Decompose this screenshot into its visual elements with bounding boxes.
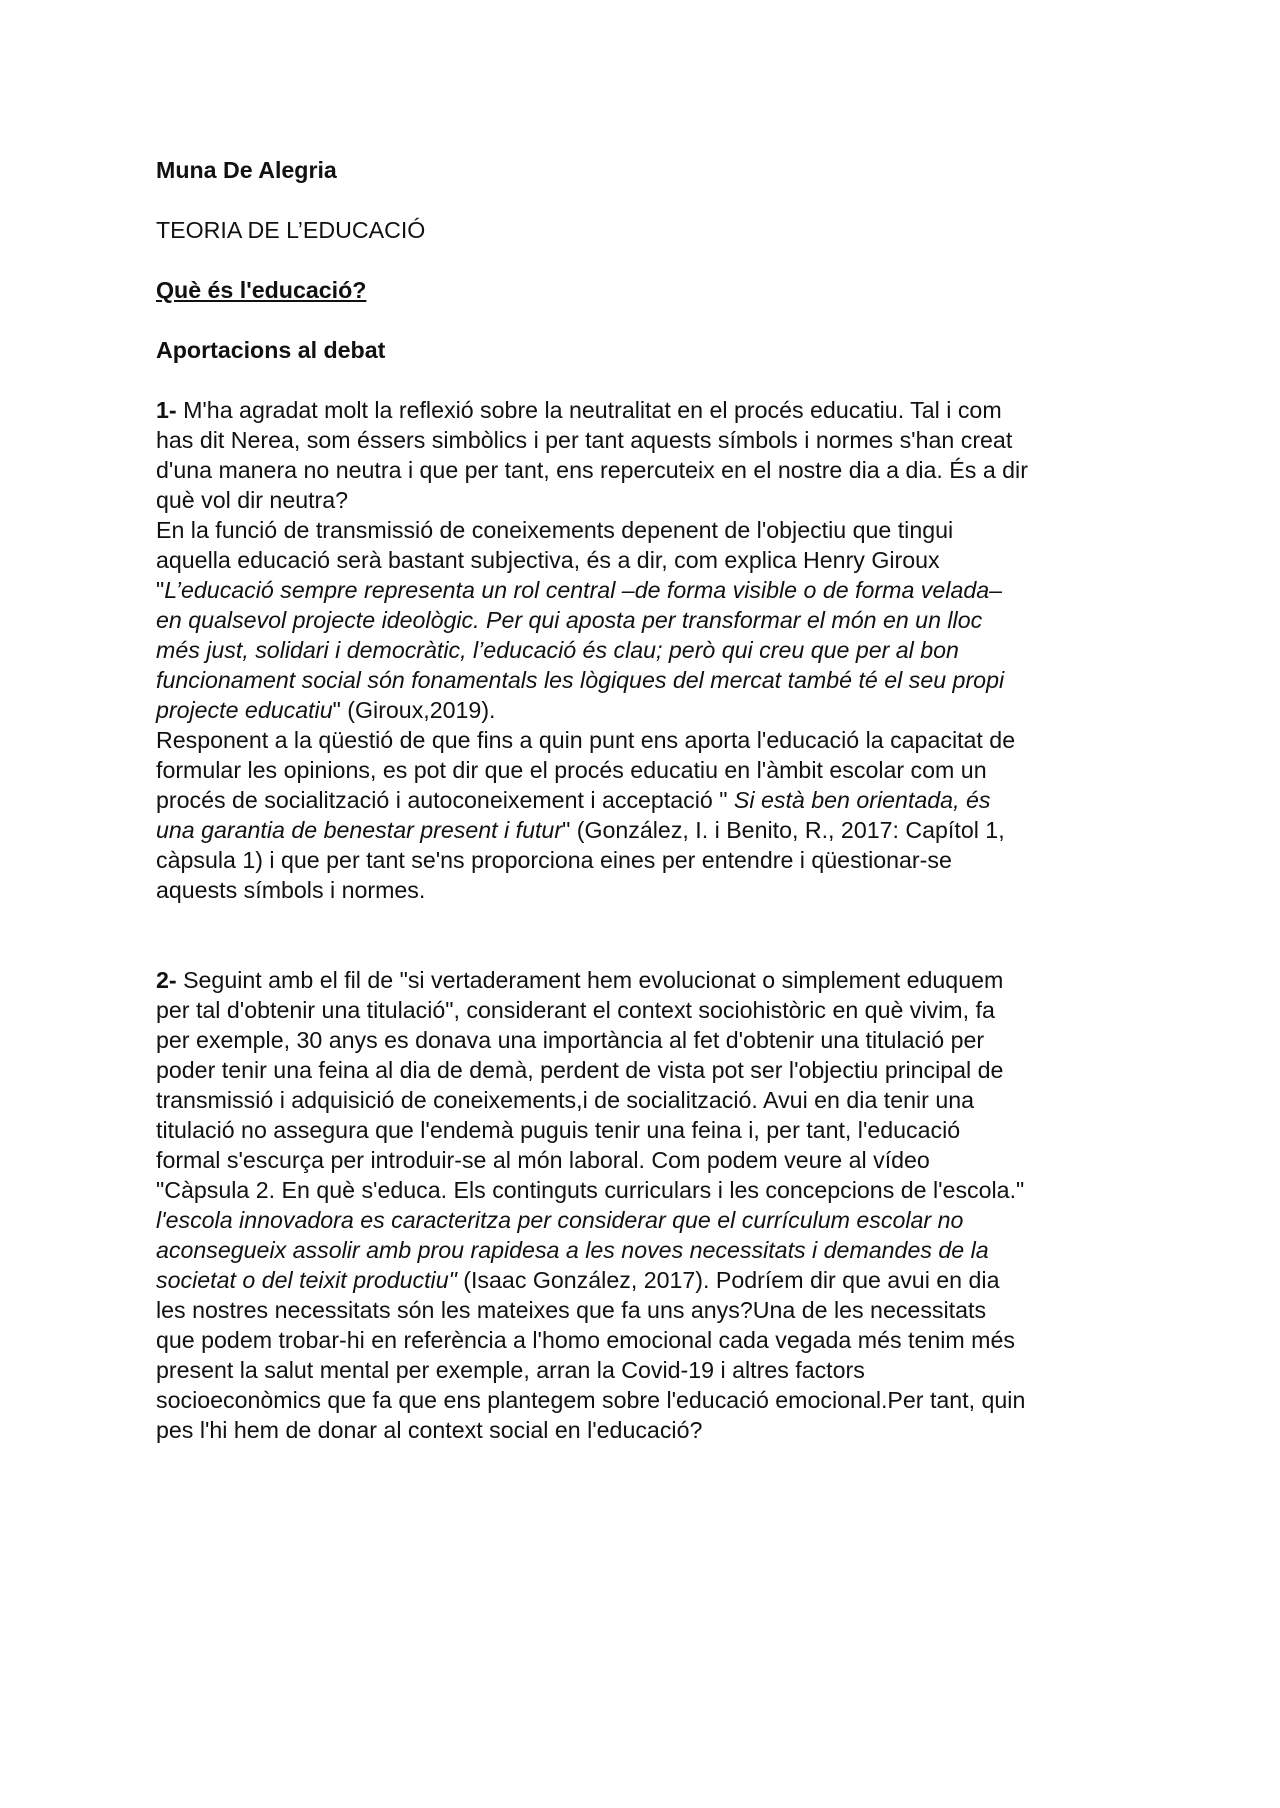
para-line: què vol dir neutra? [156,487,349,513]
contribution-number: 1- [156,397,177,423]
para-line: procés de socialització i autoconeixement i acceptació " Si està ben orientada, és [156,787,991,813]
para-line: societat o del teixit productiu" (Isaac González, 2017). Podríem dir que avui en dia [156,1267,1000,1293]
para-line: aquests símbols i normes. [156,877,426,903]
quote-text: projecte educatiu [156,697,333,723]
para-line: poder tenir una feina al dia de demà, perdent de vista pot ser l'objectiu principal de [156,1057,1004,1083]
quote-text: Si està ben orientada, és [733,787,991,813]
quote-text: L’educació sempre representa un rol central –de forma visible o de forma velada– [164,577,1003,603]
para-line: per tal d'obtenir una titulació", considerant el context sociohistòric en què vivim, fa [156,997,995,1023]
contribution-1 [156,395,1028,905]
quote-text: una garantia de benestar present i futur [156,817,563,843]
para-line: 1- M'ha agradat molt la reflexió sobre la neutralitat en el procés educatiu. Tal i com [156,397,1002,423]
para-line: formal s'escurça per introduir-se al món laboral. Com podem veure al vídeo [156,1147,930,1173]
quote-text: més just, solidari i democràtic, l’educació és clau; però qui creu que per al bon [156,637,959,663]
para-line: transmissió i adquisició de coneixements,i de socialització. Avui en dia tenir una [156,1087,975,1113]
section-heading: Aportacions al debat [156,337,386,363]
para-line: formular les opinions, es pot dir que el procés educatiu en l'àmbit escolar com un [156,757,987,783]
para-line: per exemple, 30 anys es donava una importància al fet d'obtenir una titulació per [156,1027,985,1053]
quote-text: societat o del teixit productiu" [156,1267,457,1293]
para-line: aquella educació serà bastant subjectiva, és a dir, com explica Henry Giroux [156,547,940,573]
para-line [156,665,1028,695]
contribution-number: 2- [156,967,177,993]
para-line: socioeconòmics que fa que ens plantegem sobre l'educació emocional.Per tant, quin [156,1387,1026,1413]
para-line [156,605,1028,635]
document-page [156,0,1136,1808]
para-line [156,1205,1025,1235]
para-line: les nostres necessitats són les mateixes que fa uns anys?Una de les necessitats [156,1297,987,1323]
para-line: 2- Seguint amb el fil de "si vertaderament hem evolucionat o simplement eduquem [156,967,1004,993]
para-line: En la funció de transmissió de coneixements depenent de l'objectiu que tingui [156,517,954,543]
para-line: una garantia de benestar present i futur" (González, I. i Benito, R., 2017: Capítol 1, [156,817,1005,843]
para-line: titulació no assegura que l'endemà puguis tenir una feina i, per tant, l'educació [156,1117,961,1143]
para-line: has dit Nerea, som éssers simbòlics i per tant aquests símbols i normes s'han creat [156,427,1013,453]
para-line: present la salut mental per exemple, arran la Covid-19 i altres factors [156,1357,865,1383]
document-title: Què és l'educació? [156,277,367,303]
para-line: projecte educatiu" (Giroux,2019). [156,697,496,723]
para-line: "L’educació sempre representa un rol central –de forma visible o de forma velada– [156,577,1003,603]
quote-text: en qualsevol projecte ideològic. Per qui aposta per transformar el món en un lloc [156,607,983,633]
quote-text: l'escola innovadora es caracteritza per considerar que el currículum escolar no [156,1207,964,1233]
para-line [156,1235,1025,1265]
para-line: "Càpsula 2. En què s'educa. Els continguts curriculars i les concepcions de l'escola." [156,1177,1025,1203]
para-line: pes l'hi hem de donar al context social en l'educació? [156,1417,703,1443]
quote-text: funcionament social són fonamentals les lògiques del mercat també té el seu propi [156,667,1005,693]
contribution-2 [156,965,1025,1445]
para-line [156,635,1028,665]
course-title: TEORIA DE L’EDUCACIÓ [156,217,426,243]
quote-text: aconsegueix assolir amb prou rapidesa a les noves necessitats i demandes de la [156,1237,989,1263]
para-line: càpsula 1) i que per tant se'ns proporciona eines per entendre i qüestionar-se [156,847,952,873]
para-line: d'una manera no neutra i que per tant, ens repercuteix en el nostre dia a dia. És a dir [156,457,1028,483]
para-line: Responent a la qüestió de que fins a quin punt ens aporta l'educació la capacitat de [156,727,1016,753]
para-line: que podem trobar-hi en referència a l'homo emocional cada vegada més tenim més [156,1327,1015,1353]
author-name: Muna De Alegria [156,157,337,183]
